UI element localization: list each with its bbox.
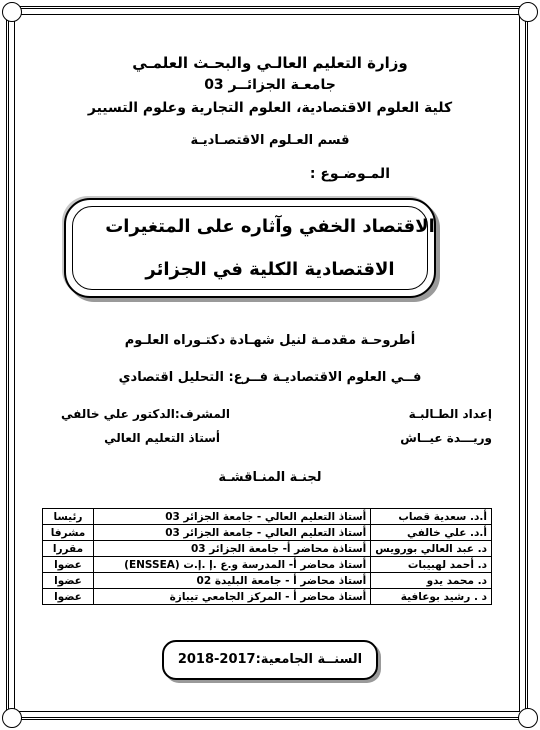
member-name: د. أحمد لهبيبات — [371, 557, 492, 573]
member-position: أستاذ محاضر أ- المدرسة و.ع .إ .إ.ت (ENSSEA) — [94, 557, 371, 573]
page-border-inner — [14, 14, 520, 712]
corner-ornament — [518, 2, 538, 22]
member-role: عضوا — [43, 557, 94, 573]
department-name: قسم العـلوم الاقتصـاديـة — [190, 133, 350, 148]
member-position: أستاذ التعليم العالي - جامعة الجزائر 03 — [94, 525, 371, 541]
member-role: مشرفا — [43, 525, 94, 541]
committee-title: لجنـة المنـاقشـة — [218, 470, 322, 485]
academic-year-label: السنــة الجامعية: — [255, 652, 363, 667]
field-of-study: فــي العلوم الاقتصاديـة فــرع: التحليل اقتصادي — [118, 370, 422, 385]
table-row — [43, 573, 492, 589]
academic-year-value: 2017-2018 — [177, 652, 256, 667]
corner-ornament — [518, 708, 538, 728]
member-name: د. عبد العالي بورويس — [371, 541, 492, 557]
member-role: عضوا — [43, 573, 94, 589]
supervisor-label: المشرف:الدكتور علي خالفي — [61, 407, 230, 421]
corner-ornament — [2, 2, 22, 22]
member-position: أستاذ التعليم العالي - جامعة الجزائر 03 — [94, 509, 371, 525]
member-position: أستاذة محاضر أ- جامعة الجزائر 03 — [94, 541, 371, 557]
ministry-name: وزارة التعليم العالـي والبحـث العلمـي — [132, 54, 408, 72]
member-role: مقررا — [43, 541, 94, 557]
member-position: أستاذ محاضر أ - المركز الجامعي تيبازة — [94, 589, 371, 605]
thesis-title-line2: الاقتصادية الكلية في الجزائر — [145, 259, 395, 280]
student-name: وريـــدة عيــاش — [400, 431, 492, 445]
university-name: جامعـة الجزائــر 03 — [204, 77, 336, 93]
faculty-name: كلية العلوم الاقتصادية، العلوم التجارية وعلوم التسيير — [87, 100, 453, 116]
prepared-by-label: إعداد الطـالبـة — [408, 407, 492, 421]
table-row — [43, 509, 492, 525]
table-row — [43, 589, 492, 605]
academic-year — [162, 652, 378, 667]
table-row — [43, 557, 492, 573]
member-role: رئيسا — [43, 509, 94, 525]
table-row — [43, 525, 492, 541]
title-frame — [64, 198, 436, 298]
member-name: أ.د. سعدية قصاب — [371, 509, 492, 525]
corner-ornament — [2, 708, 22, 728]
thesis-title-line1: الاقتصاد الخفي وآثاره على المتغيرات — [105, 216, 435, 237]
member-name: د. محمد يدو — [371, 573, 492, 589]
thesis-statement: أطروحـة مقدمـة لنيل شهـادة دكتـوراه العلـوم — [124, 333, 416, 348]
member-name: د . رشيد بوعافية — [371, 589, 492, 605]
member-name: أ.د. علي خالفي — [371, 525, 492, 541]
committee-table — [42, 508, 492, 605]
subject-label: المـوضـوع : — [309, 166, 390, 182]
supervisor-title: أستاذ التعليم العالي — [104, 431, 220, 445]
table-row — [43, 541, 492, 557]
member-position: أستاذ محاضر أ - جامعة البليدة 02 — [94, 573, 371, 589]
member-role: عضوا — [43, 589, 94, 605]
